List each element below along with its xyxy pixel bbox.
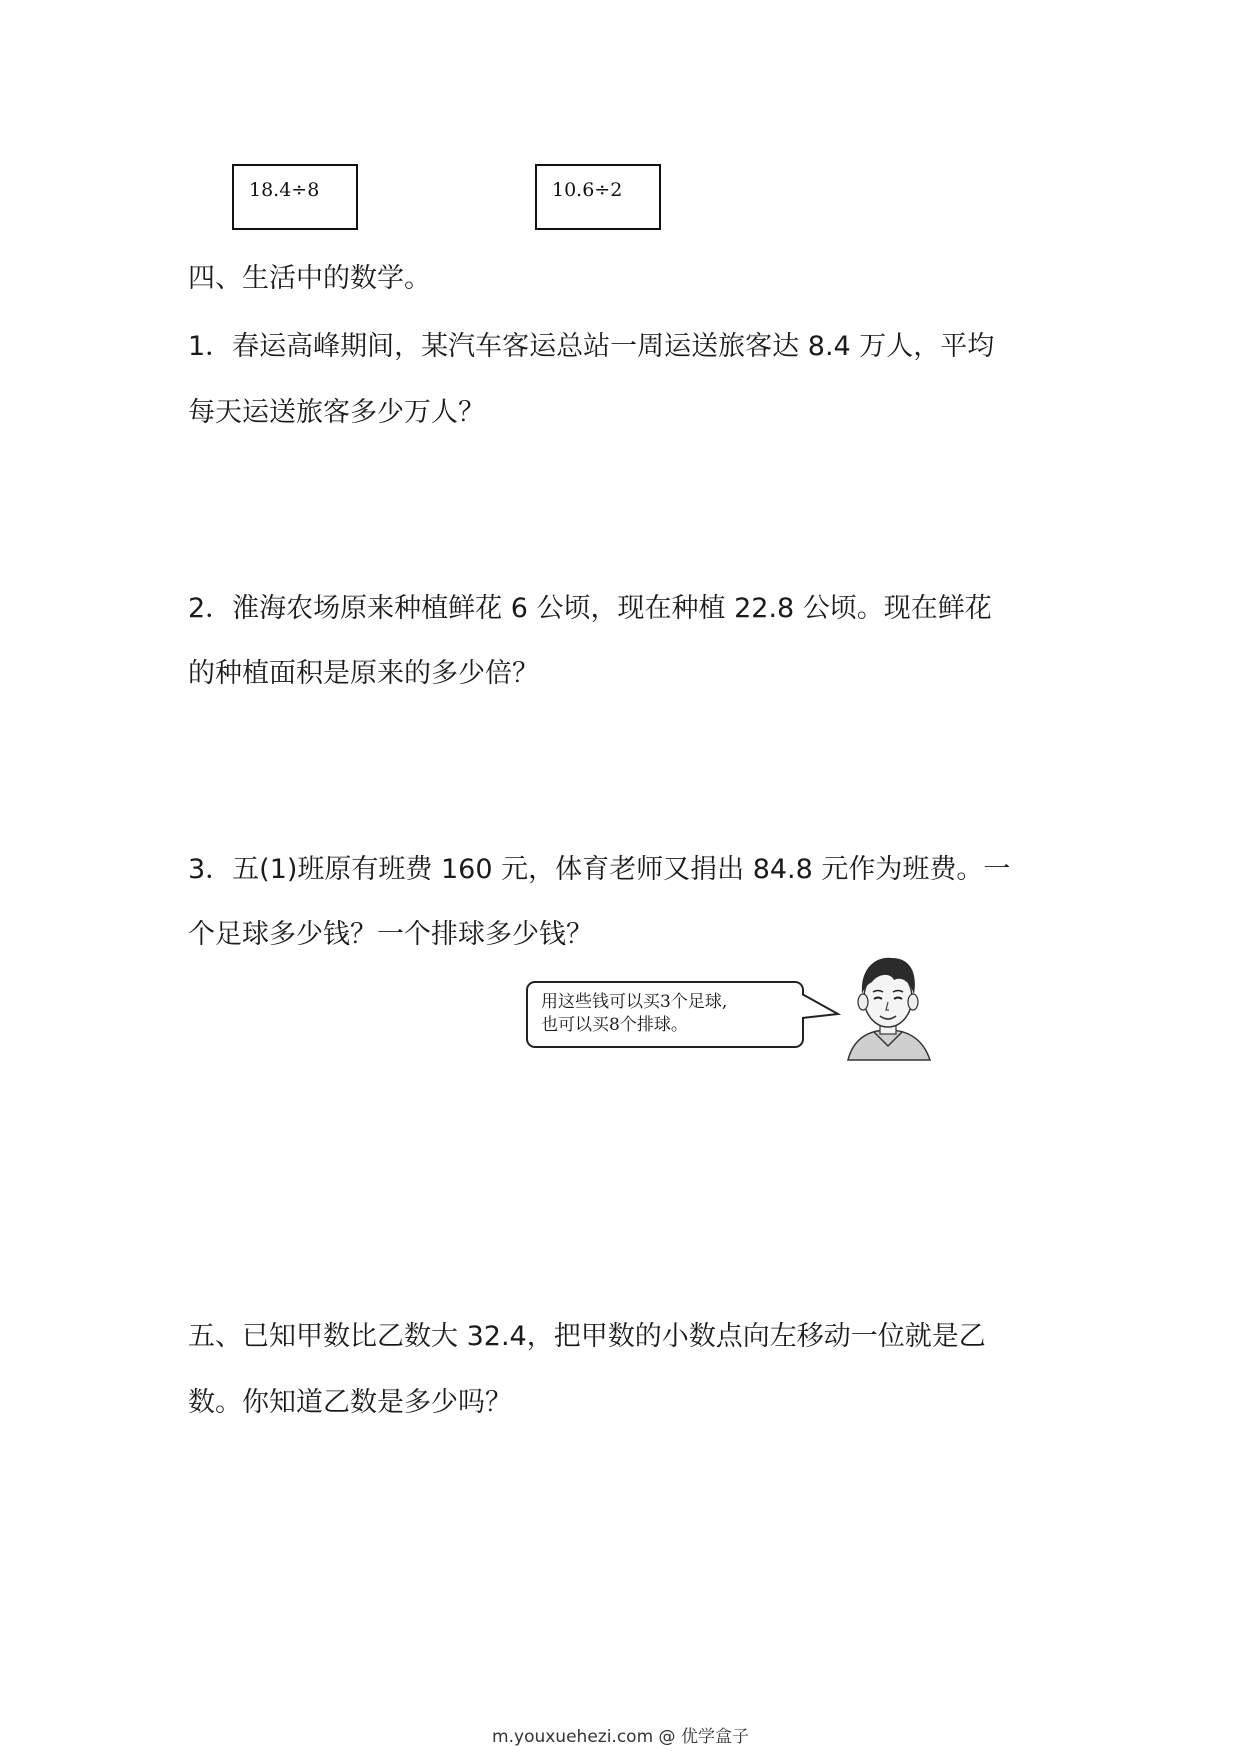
question-2-line-1: 2．淮海农场原来种植鲜花 6 公顷，现在种植 22.8 公顷。现在鲜花 xyxy=(188,593,992,624)
speech-bubble xyxy=(526,981,804,1048)
section-5-line-2: 数。你知道乙数是多少吗？ xyxy=(188,1387,512,1418)
expression-box-2 xyxy=(535,164,661,230)
question-2-line-2: 的种植面积是原来的多少倍？ xyxy=(188,658,539,689)
footer-watermark: m.youxuehezi.com @ 优学盒子 xyxy=(492,1727,749,1747)
speech-bubble-tail xyxy=(802,992,842,1032)
expression-box-1 xyxy=(232,164,358,230)
question-1-line-1: 1．春运高峰期间，某汽车客运总站一周运送旅客达 8.4 万人，平均 xyxy=(188,331,995,362)
expression-text: 10.6÷2 xyxy=(552,179,623,201)
section-4-title: 四、生活中的数学。 xyxy=(188,263,431,294)
speech-bubble-line-2: 也可以买8个排球。 xyxy=(541,1015,688,1035)
question-3-line-1: 3．五(1)班原有班费 160 元，体育老师又捐出 84.8 元作为班费。一 xyxy=(188,854,1011,885)
expression-text: 18.4÷8 xyxy=(249,179,320,201)
question-1-line-2: 每天运送旅客多少万人？ xyxy=(188,397,485,428)
question-3-line-2: 个足球多少钱？一个排球多少钱？ xyxy=(188,919,593,950)
section-5-line-1: 五、已知甲数比乙数大 32.4，把甲数的小数点向左移动一位就是乙 xyxy=(188,1321,986,1352)
speech-bubble-line-1: 用这些钱可以买3个足球, xyxy=(541,992,728,1012)
boy-illustration xyxy=(842,950,934,1062)
